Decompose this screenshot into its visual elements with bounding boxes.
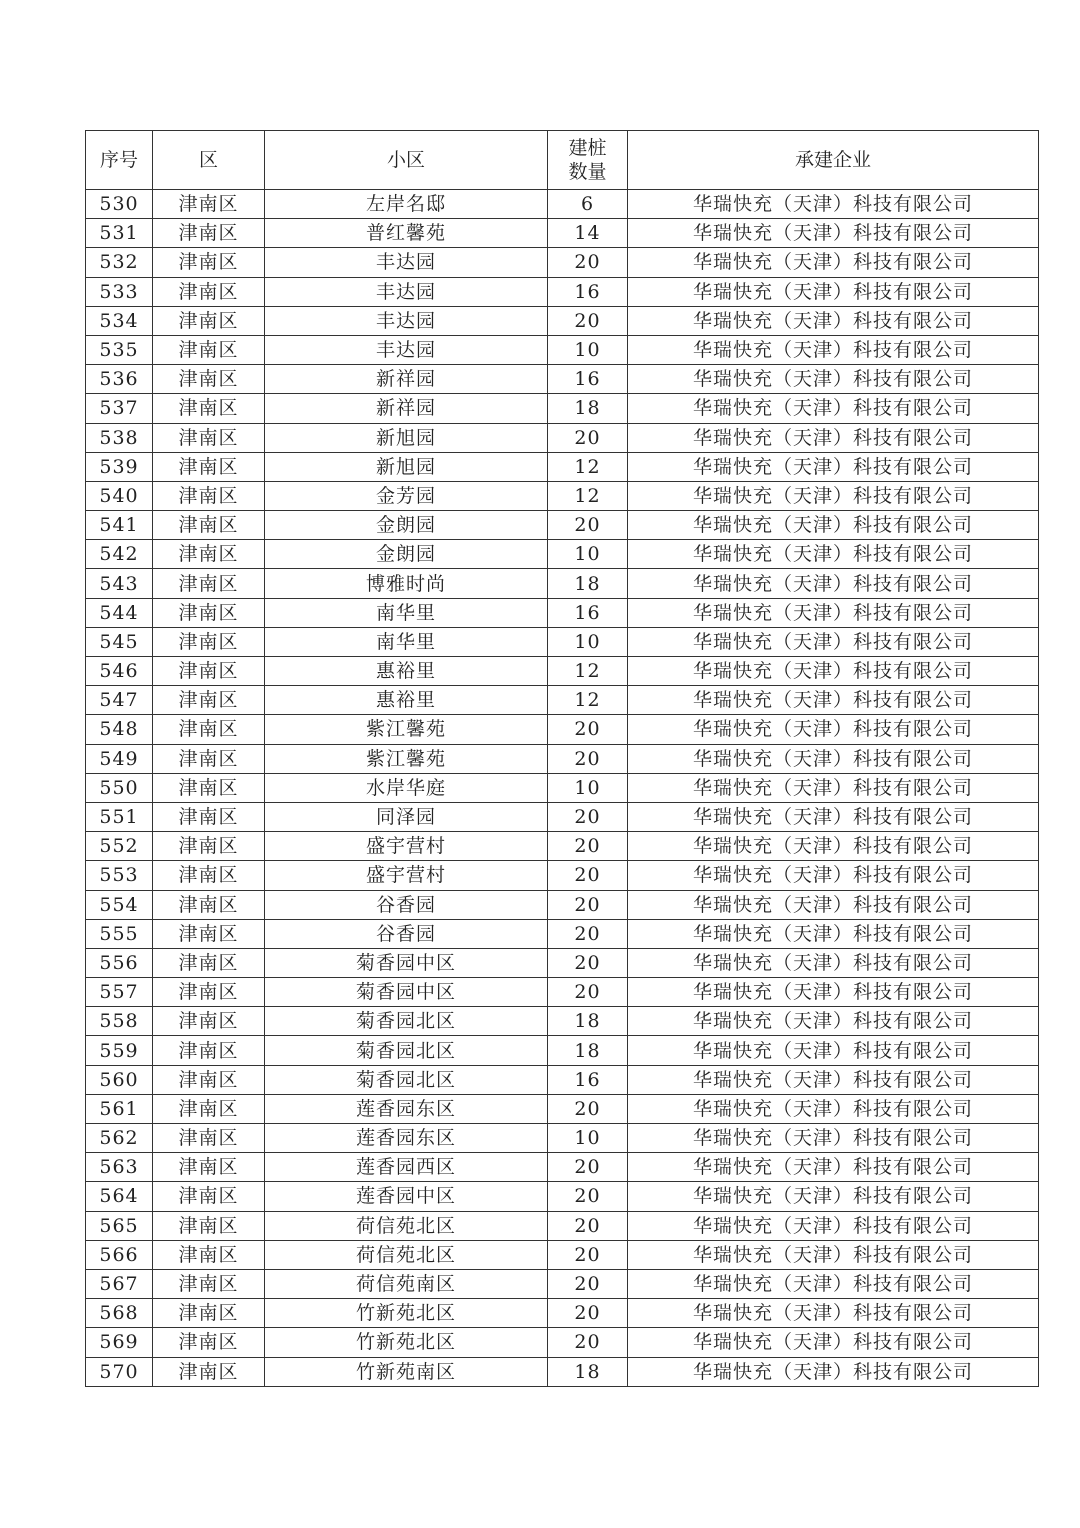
cell-seq: 531 (86, 219, 153, 248)
cell-community: 惠裕里 (265, 686, 548, 715)
cell-pile-count: 16 (548, 1065, 628, 1094)
cell-pile-count: 16 (548, 365, 628, 394)
cell-pile-count: 20 (548, 306, 628, 335)
cell-seq: 539 (86, 452, 153, 481)
cell-seq: 564 (86, 1182, 153, 1211)
cell-pile-count: 20 (548, 423, 628, 452)
cell-community: 惠裕里 (265, 657, 548, 686)
cell-company: 华瑞快充（天津）科技有限公司 (628, 423, 1039, 452)
table-row (86, 627, 1039, 656)
cell-community: 新旭园 (265, 423, 548, 452)
header-pile-count-line2: 数量 (568, 161, 607, 183)
header-pile-count-line1: 建桩 (568, 137, 607, 159)
cell-company: 华瑞快充（天津）科技有限公司 (628, 306, 1039, 335)
cell-district: 津南区 (153, 1211, 265, 1240)
cell-pile-count: 10 (548, 773, 628, 802)
table-row (86, 948, 1039, 977)
cell-district: 津南区 (153, 832, 265, 861)
cell-community: 水岸华庭 (265, 773, 548, 802)
cell-seq: 532 (86, 248, 153, 277)
cell-community: 菊香园北区 (265, 1036, 548, 1065)
cell-pile-count: 10 (548, 627, 628, 656)
cell-community: 莲香园西区 (265, 1153, 548, 1182)
cell-pile-count: 20 (548, 919, 628, 948)
table-row (86, 1007, 1039, 1036)
cell-seq: 563 (86, 1153, 153, 1182)
cell-company: 华瑞快充（天津）科技有限公司 (628, 1065, 1039, 1094)
cell-company: 华瑞快充（天津）科技有限公司 (628, 248, 1039, 277)
cell-company: 华瑞快充（天津）科技有限公司 (628, 773, 1039, 802)
cell-seq: 557 (86, 978, 153, 1007)
table-row (86, 365, 1039, 394)
cell-seq: 562 (86, 1124, 153, 1153)
cell-seq: 548 (86, 715, 153, 744)
table-row (86, 890, 1039, 919)
cell-district: 津南区 (153, 598, 265, 627)
cell-community: 丰达园 (265, 248, 548, 277)
cell-company: 华瑞快充（天津）科技有限公司 (628, 1153, 1039, 1182)
cell-community: 菊香园北区 (265, 1007, 548, 1036)
cell-community: 左岸名邸 (265, 190, 548, 219)
cell-community: 菊香园中区 (265, 978, 548, 1007)
cell-district: 津南区 (153, 978, 265, 1007)
table-row (86, 1124, 1039, 1153)
table-row (86, 452, 1039, 481)
cell-seq: 561 (86, 1094, 153, 1123)
cell-community: 新祥园 (265, 365, 548, 394)
table-row (86, 598, 1039, 627)
cell-district: 津南区 (153, 1299, 265, 1328)
cell-pile-count: 12 (548, 686, 628, 715)
cell-district: 津南区 (153, 627, 265, 656)
cell-seq: 538 (86, 423, 153, 452)
cell-pile-count: 16 (548, 277, 628, 306)
table-row (86, 1065, 1039, 1094)
cell-seq: 554 (86, 890, 153, 919)
cell-pile-count: 10 (548, 335, 628, 364)
cell-pile-count: 18 (548, 1357, 628, 1386)
cell-pile-count: 20 (548, 1094, 628, 1123)
cell-company: 华瑞快充（天津）科技有限公司 (628, 190, 1039, 219)
cell-company: 华瑞快充（天津）科技有限公司 (628, 1299, 1039, 1328)
cell-pile-count: 16 (548, 598, 628, 627)
cell-seq: 547 (86, 686, 153, 715)
cell-seq: 550 (86, 773, 153, 802)
table-row (86, 540, 1039, 569)
cell-community: 南华里 (265, 598, 548, 627)
table-row (86, 773, 1039, 802)
cell-district: 津南区 (153, 715, 265, 744)
table-row (86, 657, 1039, 686)
cell-seq: 558 (86, 1007, 153, 1036)
cell-district: 津南区 (153, 306, 265, 335)
cell-community: 丰达园 (265, 277, 548, 306)
cell-pile-count: 14 (548, 219, 628, 248)
cell-district: 津南区 (153, 394, 265, 423)
cell-pile-count: 20 (548, 248, 628, 277)
table-row (86, 1094, 1039, 1123)
cell-company: 华瑞快充（天津）科技有限公司 (628, 686, 1039, 715)
cell-seq: 566 (86, 1240, 153, 1269)
cell-pile-count: 20 (548, 890, 628, 919)
cell-district: 津南区 (153, 861, 265, 890)
cell-seq: 555 (86, 919, 153, 948)
cell-community: 荷信苑北区 (265, 1211, 548, 1240)
table-row (86, 1269, 1039, 1298)
cell-company: 华瑞快充（天津）科技有限公司 (628, 1182, 1039, 1211)
table-row (86, 306, 1039, 335)
table-row (86, 248, 1039, 277)
cell-district: 津南区 (153, 365, 265, 394)
table-row (86, 481, 1039, 510)
cell-pile-count: 12 (548, 452, 628, 481)
cell-district: 津南区 (153, 481, 265, 510)
cell-company: 华瑞快充（天津）科技有限公司 (628, 540, 1039, 569)
cell-company: 华瑞快充（天津）科技有限公司 (628, 365, 1039, 394)
cell-district: 津南区 (153, 1269, 265, 1298)
cell-community: 南华里 (265, 627, 548, 656)
cell-seq: 565 (86, 1211, 153, 1240)
cell-company: 华瑞快充（天津）科技有限公司 (628, 744, 1039, 773)
cell-company: 华瑞快充（天津）科技有限公司 (628, 832, 1039, 861)
cell-company: 华瑞快充（天津）科技有限公司 (628, 1269, 1039, 1298)
cell-company: 华瑞快充（天津）科技有限公司 (628, 1007, 1039, 1036)
cell-community: 谷香园 (265, 919, 548, 948)
cell-pile-count: 18 (548, 1007, 628, 1036)
table-row (86, 919, 1039, 948)
table-header (86, 131, 1039, 190)
cell-community: 莲香园东区 (265, 1094, 548, 1123)
cell-community: 菊香园中区 (265, 948, 548, 977)
header-row (86, 131, 1039, 190)
cell-seq: 544 (86, 598, 153, 627)
table-row (86, 277, 1039, 306)
cell-company: 华瑞快充（天津）科技有限公司 (628, 219, 1039, 248)
cell-community: 菊香园北区 (265, 1065, 548, 1094)
charging-pile-table (85, 130, 1039, 1387)
cell-community: 金朗园 (265, 511, 548, 540)
cell-district: 津南区 (153, 1240, 265, 1269)
cell-district: 津南区 (153, 248, 265, 277)
cell-seq: 535 (86, 335, 153, 364)
cell-district: 津南区 (153, 657, 265, 686)
cell-district: 津南区 (153, 540, 265, 569)
cell-community: 新祥园 (265, 394, 548, 423)
cell-pile-count: 20 (548, 511, 628, 540)
cell-pile-count: 12 (548, 657, 628, 686)
table-row (86, 1240, 1039, 1269)
cell-district: 津南区 (153, 686, 265, 715)
table-row (86, 394, 1039, 423)
cell-pile-count: 20 (548, 1299, 628, 1328)
cell-company: 华瑞快充（天津）科技有限公司 (628, 715, 1039, 744)
cell-company: 华瑞快充（天津）科技有限公司 (628, 978, 1039, 1007)
cell-company: 华瑞快充（天津）科技有限公司 (628, 890, 1039, 919)
cell-pile-count: 20 (548, 978, 628, 1007)
cell-community: 普红馨苑 (265, 219, 548, 248)
cell-community: 莲香园中区 (265, 1182, 548, 1211)
cell-seq: 540 (86, 481, 153, 510)
table-row (86, 1299, 1039, 1328)
cell-seq: 568 (86, 1299, 153, 1328)
cell-seq: 549 (86, 744, 153, 773)
cell-seq: 537 (86, 394, 153, 423)
cell-seq: 541 (86, 511, 153, 540)
table-row (86, 1211, 1039, 1240)
cell-district: 津南区 (153, 569, 265, 598)
cell-seq: 545 (86, 627, 153, 656)
cell-pile-count: 20 (548, 1328, 628, 1357)
cell-seq: 569 (86, 1328, 153, 1357)
cell-pile-count: 20 (548, 802, 628, 831)
cell-community: 丰达园 (265, 306, 548, 335)
cell-seq: 552 (86, 832, 153, 861)
cell-company: 华瑞快充（天津）科技有限公司 (628, 481, 1039, 510)
cell-community: 盛宇营村 (265, 861, 548, 890)
cell-district: 津南区 (153, 948, 265, 977)
cell-seq: 560 (86, 1065, 153, 1094)
cell-company: 华瑞快充（天津）科技有限公司 (628, 394, 1039, 423)
cell-seq: 567 (86, 1269, 153, 1298)
cell-pile-count: 10 (548, 540, 628, 569)
table-row (86, 1328, 1039, 1357)
cell-district: 津南区 (153, 773, 265, 802)
cell-company: 华瑞快充（天津）科技有限公司 (628, 335, 1039, 364)
cell-community: 盛宇营村 (265, 832, 548, 861)
table-row (86, 1036, 1039, 1065)
cell-seq: 533 (86, 277, 153, 306)
cell-company: 华瑞快充（天津）科技有限公司 (628, 1124, 1039, 1153)
table-row (86, 511, 1039, 540)
cell-pile-count: 20 (548, 744, 628, 773)
cell-seq: 556 (86, 948, 153, 977)
cell-community: 金芳园 (265, 481, 548, 510)
cell-district: 津南区 (153, 452, 265, 481)
cell-seq: 570 (86, 1357, 153, 1386)
cell-community: 丰达园 (265, 335, 548, 364)
cell-community: 紫江馨苑 (265, 715, 548, 744)
cell-company: 华瑞快充（天津）科技有限公司 (628, 569, 1039, 598)
cell-pile-count: 20 (548, 861, 628, 890)
cell-district: 津南区 (153, 277, 265, 306)
cell-pile-count: 20 (548, 948, 628, 977)
cell-community: 莲香园东区 (265, 1124, 548, 1153)
cell-district: 津南区 (153, 802, 265, 831)
table-row (86, 832, 1039, 861)
cell-company: 华瑞快充（天津）科技有限公司 (628, 1094, 1039, 1123)
cell-district: 津南区 (153, 1124, 265, 1153)
cell-community: 同泽园 (265, 802, 548, 831)
cell-pile-count: 18 (548, 1036, 628, 1065)
cell-community: 竹新苑南区 (265, 1357, 548, 1386)
cell-seq: 534 (86, 306, 153, 335)
header-company: 承建企业 (628, 131, 1039, 190)
table-row (86, 190, 1039, 219)
cell-company: 华瑞快充（天津）科技有限公司 (628, 1240, 1039, 1269)
cell-community: 荷信苑南区 (265, 1269, 548, 1298)
cell-district: 津南区 (153, 744, 265, 773)
cell-district: 津南区 (153, 1328, 265, 1357)
cell-pile-count: 20 (548, 832, 628, 861)
cell-company: 华瑞快充（天津）科技有限公司 (628, 598, 1039, 627)
cell-district: 津南区 (153, 190, 265, 219)
table-row (86, 1182, 1039, 1211)
cell-community: 荷信苑北区 (265, 1240, 548, 1269)
cell-community: 博雅时尚 (265, 569, 548, 598)
cell-pile-count: 20 (548, 715, 628, 744)
cell-company: 华瑞快充（天津）科技有限公司 (628, 1211, 1039, 1240)
table-row (86, 569, 1039, 598)
cell-company: 华瑞快充（天津）科技有限公司 (628, 1036, 1039, 1065)
cell-pile-count: 6 (548, 190, 628, 219)
cell-pile-count: 20 (548, 1182, 628, 1211)
cell-district: 津南区 (153, 1357, 265, 1386)
cell-community: 紫江馨苑 (265, 744, 548, 773)
table-row (86, 978, 1039, 1007)
cell-seq: 543 (86, 569, 153, 598)
cell-seq: 542 (86, 540, 153, 569)
table-row (86, 861, 1039, 890)
cell-district: 津南区 (153, 1094, 265, 1123)
cell-company: 华瑞快充（天津）科技有限公司 (628, 919, 1039, 948)
cell-district: 津南区 (153, 1065, 265, 1094)
table-row (86, 335, 1039, 364)
header-pile-count (548, 131, 628, 190)
table-row (86, 802, 1039, 831)
cell-district: 津南区 (153, 1153, 265, 1182)
cell-company: 华瑞快充（天津）科技有限公司 (628, 1357, 1039, 1386)
cell-district: 津南区 (153, 423, 265, 452)
cell-district: 津南区 (153, 1182, 265, 1211)
cell-company: 华瑞快充（天津）科技有限公司 (628, 861, 1039, 890)
cell-community: 金朗园 (265, 540, 548, 569)
cell-district: 津南区 (153, 1036, 265, 1065)
table-row (86, 1357, 1039, 1386)
cell-district: 津南区 (153, 890, 265, 919)
cell-company: 华瑞快充（天津）科技有限公司 (628, 948, 1039, 977)
cell-company: 华瑞快充（天津）科技有限公司 (628, 452, 1039, 481)
cell-seq: 559 (86, 1036, 153, 1065)
cell-seq: 553 (86, 861, 153, 890)
cell-pile-count: 12 (548, 481, 628, 510)
cell-pile-count: 20 (548, 1240, 628, 1269)
cell-company: 华瑞快充（天津）科技有限公司 (628, 657, 1039, 686)
table-row (86, 1153, 1039, 1182)
cell-pile-count: 20 (548, 1269, 628, 1298)
cell-company: 华瑞快充（天津）科技有限公司 (628, 802, 1039, 831)
table-body (86, 190, 1039, 1387)
cell-pile-count: 20 (548, 1211, 628, 1240)
cell-community: 谷香园 (265, 890, 548, 919)
cell-district: 津南区 (153, 511, 265, 540)
cell-district: 津南区 (153, 919, 265, 948)
header-district: 区 (153, 131, 265, 190)
cell-district: 津南区 (153, 1007, 265, 1036)
table-row (86, 715, 1039, 744)
table-row (86, 219, 1039, 248)
cell-company: 华瑞快充（天津）科技有限公司 (628, 277, 1039, 306)
cell-pile-count: 20 (548, 1153, 628, 1182)
cell-community: 竹新苑北区 (265, 1328, 548, 1357)
table-row (86, 423, 1039, 452)
cell-community: 竹新苑北区 (265, 1299, 548, 1328)
cell-company: 华瑞快充（天津）科技有限公司 (628, 511, 1039, 540)
cell-seq: 551 (86, 802, 153, 831)
cell-district: 津南区 (153, 219, 265, 248)
table-row (86, 744, 1039, 773)
cell-community: 新旭园 (265, 452, 548, 481)
header-community: 小区 (265, 131, 548, 190)
cell-pile-count: 18 (548, 569, 628, 598)
cell-pile-count: 18 (548, 394, 628, 423)
cell-company: 华瑞快充（天津）科技有限公司 (628, 1328, 1039, 1357)
table-row (86, 686, 1039, 715)
cell-district: 津南区 (153, 335, 265, 364)
cell-company: 华瑞快充（天津）科技有限公司 (628, 627, 1039, 656)
cell-pile-count: 10 (548, 1124, 628, 1153)
cell-seq: 536 (86, 365, 153, 394)
cell-seq: 530 (86, 190, 153, 219)
header-seq: 序号 (86, 131, 153, 190)
cell-seq: 546 (86, 657, 153, 686)
